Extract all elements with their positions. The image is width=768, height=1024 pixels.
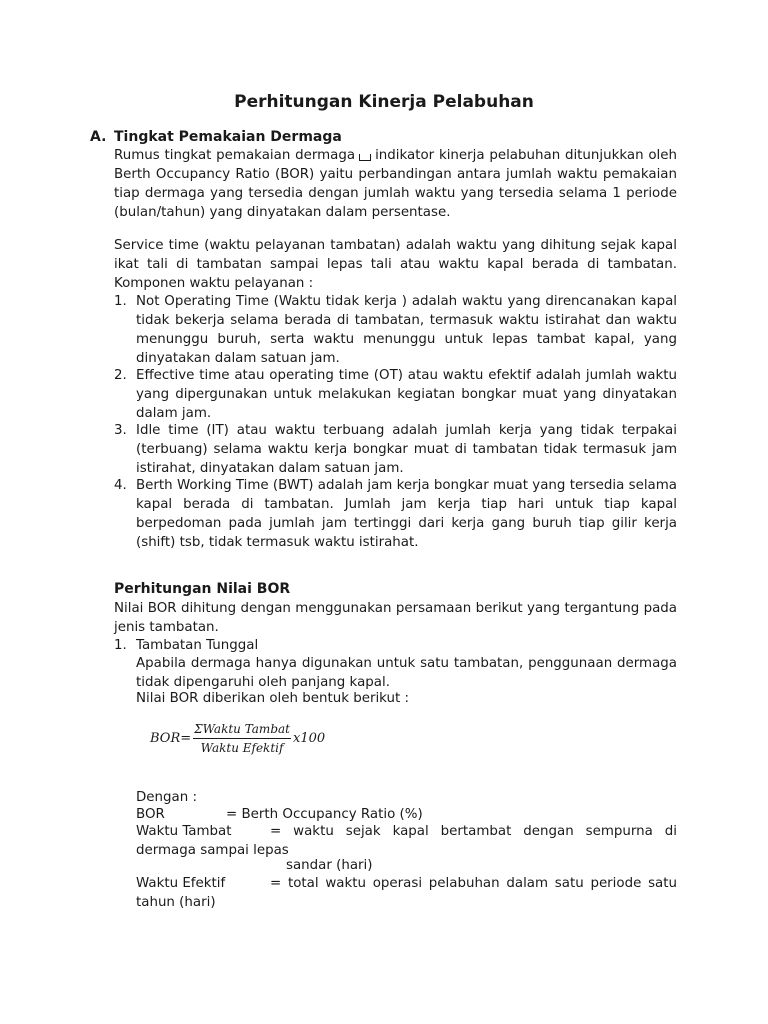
sub-heading: Tambatan Tunggal — [136, 638, 259, 653]
formula-rhs: x100 — [292, 731, 326, 746]
list-item-number: 3. — [114, 423, 127, 438]
intro-after-symbol: indikator kinerja pelabuhan ditunjukkan oleh Berth Occupancy Ratio (BOR) yaitu perbandingan antara jumlah waktu pemakaian tiap dermaga yang tersedia dengan jumlah waktu yang tersedia selama 1 periode (bulan/tahun) yang dinyatakan dalam persentase. — [114, 148, 677, 220]
sub-text-2: Nilai BOR diberikan oleh bentuk berikut : — [136, 691, 410, 706]
intro-before-symbol: Rumus tingkat pemakaian dermaga — [114, 148, 356, 163]
list-item: Not Operating Time (Waktu tidak kerja ) adalah waktu yang direncanakan kapal tidak bekerja selama berada di tambatan, termasuk waktu istirahat dan waktu menunggu buruh, serta waktu menunggu untuk lepas tambat kapal, yang dinyatakan dalam satuan jam. — [136, 294, 677, 366]
section-a-intro — [114, 146, 677, 222]
formula-lhs: BOR= — [150, 731, 192, 746]
list-item: Berth Working Time (BWT) adalah jam kerja bongkar muat yang tersedia selama kapal berada di tambatan. Jumlah jam kerja tiap hari untuk tiap kapal berpedoman pada jumlah jam tertinggi dari kerja gang buruh tiap gilir kerja (shift) tsb, tidak termasuk waktu istirahat. — [136, 478, 677, 550]
list-item: Idle time (IT) atau waktu terbuang adalah jumlah kerja yang tidak terpakai (terbuang) selama waktu kerja bongkar muat di tambatan tidak termasuk jam istirahat, dinyatakan dalam satuan jam. — [136, 423, 677, 476]
def-term: BOR — [136, 807, 165, 822]
section-a-label: A. — [90, 129, 107, 145]
section-a-heading: Tingkat Pemakaian Dermaga — [114, 129, 342, 145]
def-definition: = waktu sejak kapal bertambat dengan sempurna di dermaga sampai lepas — [136, 824, 677, 858]
def-definition: = Berth Occupancy Ratio (%) — [226, 807, 423, 822]
page-title: Perhitungan Kinerja Pelabuhan — [234, 92, 534, 112]
list-item: Effective time atau operating time (OT) atau waktu efektif adalah jumlah waktu yang dipergunakan untuk melakukan kegiatan bongkar muat yang dinyatakan dalam jam. — [136, 368, 677, 421]
sub-text: Apabila dermaga hanya digunakan untuk satu tambatan, penggunaan dermaga tidak dipengaruhi oleh panjang kapal. — [136, 656, 677, 690]
service-time-paragraph: Service time (waktu pelayanan tambatan) adalah waktu yang dihitung sejak kapal ikat tali di tambatan sampai lepas tali atau waktu kapal berada di tambatan. Komponen waktu pelayanan : — [114, 238, 677, 291]
list-item-number: 4. — [114, 478, 127, 493]
formula-denominator: Waktu Efektif — [200, 741, 284, 755]
def-continuation: sandar (hari) — [286, 858, 373, 873]
list-item-number: 1. — [114, 294, 127, 309]
dengan-label: Dengan : — [136, 790, 197, 805]
def-term: Waktu Tambat — [136, 824, 232, 839]
bor-intro: Nilai BOR dihitung dengan menggunakan persamaan berikut yang tergantung pada jenis tambatan. — [114, 601, 677, 635]
formula-numerator: ΣWaktu Tambat — [193, 722, 291, 739]
def-term: Waktu Efektif — [136, 876, 226, 891]
def-definition: = total waktu operasi pelabuhan dalam satu periode satu tahun (hari) — [136, 876, 677, 910]
bor-heading: Perhitungan Nilai BOR — [114, 581, 291, 597]
sub-number: 1. — [114, 638, 127, 653]
list-item-number: 2. — [114, 368, 127, 383]
underscore-symbol-icon — [359, 154, 371, 161]
bor-formula — [150, 722, 325, 755]
formula-fraction — [193, 722, 291, 755]
